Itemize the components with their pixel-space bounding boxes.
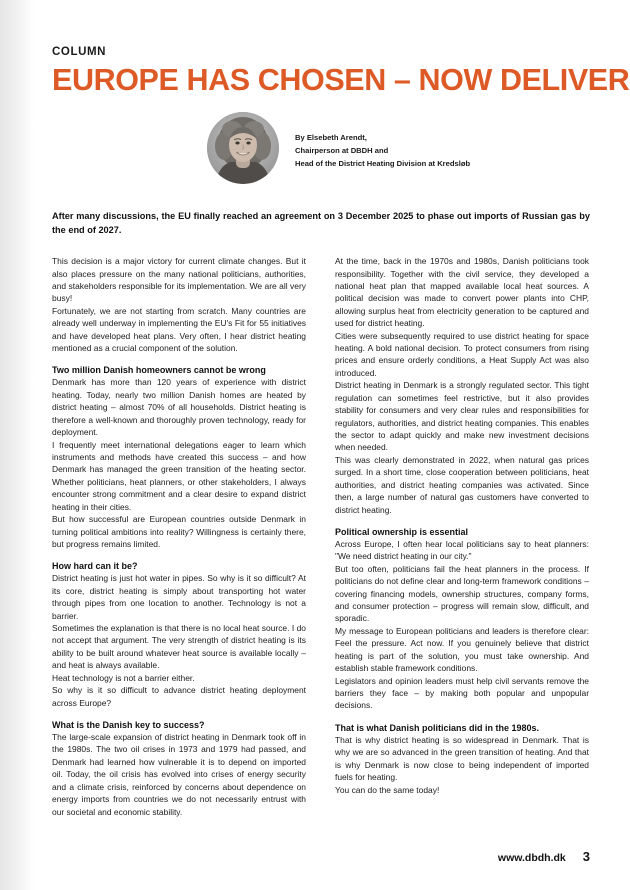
body-paragraph: I frequently meet international delegations eager to learn which instruments and methods have created this success – and how Denmark has managed the green transition of the heating sector. Whether politicians, heat planners, or other stakeholders, I always encounter strong commitment and a clear desire to expand district heating in their cities.: [52, 439, 306, 512]
left-column: [52, 255, 306, 818]
section-heading: That is what Danish politicians did in the 1980s.: [335, 722, 540, 733]
body-paragraph: District heating is just hot water in pipes. So why is it so difficult? At its core, district heating is simply about transporting hot water through pipes from one location to another. Technology is not a barrier.: [52, 573, 306, 621]
body-paragraph: Across Europe, I often hear local politicians say to heat planners: "We need district heating in our city.": [335, 538, 589, 562]
body-paragraph: My message to European politicians and leaders is therefore clear: Feel the pressure. Act now. If you genuinely believe that district heating is part of the solution, you must take ownership. And establish stable framework conditions.: [335, 625, 589, 674]
byline-text: [295, 127, 470, 170]
byline-author: By Elsebeth Arendt,: [295, 132, 367, 142]
page-title: EUROPE HAS CHOSEN – NOW DELIVER: [52, 63, 630, 97]
body-paragraph: But how successful are European countries outside Denmark in turning political ambitions into reality? Willingness is certainly there, but progress remains limited.: [52, 514, 306, 549]
body-paragraph: You can do the same today!: [335, 784, 440, 795]
byline-role-1: Chairperson at DBDH and: [295, 145, 389, 155]
body-paragraph: This was clearly demonstrated in 2022, when natural gas prices surged. In a short time, close cooperation between politicians, heat authorities, and district heating companies was activated. Since then, a large number of natural gas customers have converted to district heating.: [335, 454, 589, 515]
body-paragraph: Fortunately, we are not starting from scratch. Many countries are already well underway in implementing the EU's Fit for 55 initiatives and have developed heat plans. Very often, I hear district heating mentioned as a crucial component of the solution.: [52, 305, 306, 354]
body-paragraph: So why is it so difficult to advance district heating deployment across Europe?: [52, 685, 306, 708]
lede-paragraph: After many discussions, the EU finally reached an agreement on 3 December 2025 to phase out imports of Russian gas by the end of 2027.: [52, 211, 590, 236]
article-body: [52, 255, 590, 818]
section-heading: Political ownership is essential: [335, 526, 469, 537]
right-column: [335, 255, 589, 818]
footer-url[interactable]: www.dbdh.dk: [497, 852, 566, 864]
section-heading: What is the Danish key to success?: [52, 720, 205, 730]
body-paragraph: District heating in Denmark is a strongly regulated sector. This tight regulation can sometimes feel restrictive, but it also provides stability for consumers and very clear rules and responsibilities for regulators, authorities, and district heating companies. This enables the sector to adapt quickly and make new investment decisions when needed.: [335, 380, 589, 453]
body-paragraph: Cities were subsequently required to use district heating for space heating. A bold national decision. To protect consumers from rising prices and ensure orderly conditions, a Heat Supply Act was also introduced.: [335, 330, 589, 378]
body-paragraph: The large-scale expansion of district heating in Denmark took off in the 1980s. The two oil crises in 1973 and 1979 had passed, and Denmark had learned how vulnerable it is to depend on imported oil. Today, the oil crisis has evolved into crises of energy security and a climate crisis, reinforced by concerns about dependence on energy imports from countries we do not necessarily entrust with our societal and economic stability.: [52, 732, 306, 817]
body-paragraph: Legislators and opinion leaders must help civil servants remove the barriers they face – by making both popular and unpopular decisions.: [335, 675, 589, 711]
body-paragraph: But too often, politicians fail the heat planners in the process. If politicians do not define clear and long-term framework conditions – covering financing models, ownership structures, company forms, and consumer protection – progress will remain slow, difficult, and sporadic.: [335, 563, 589, 624]
section-kicker: COLUMN: [52, 46, 107, 58]
byline-role-2: Head of the District Heating Division at Kredsløb: [295, 158, 471, 168]
section-heading: Two million Danish homeowners cannot be wrong: [52, 365, 266, 376]
body-paragraph: Heat technology is not a barrier either.: [52, 672, 195, 683]
body-paragraph: At the time, back in the 1970s and 1980s, Danish politicians took responsibility. Together with the civil service, they developed a national heat plan that mapped available local heat sources. A political decision was made to convert power plants into CHP, allowing surplus heat from electricity generation to be captured and used for district heating.: [335, 256, 589, 329]
body-paragraph: Sometimes the explanation is that there is no local heat source. I do not accept that argument. The very strength of district heating is its ability to be built around whatever heat source is available locally – and heat is always available.: [52, 623, 306, 671]
byline: [52, 112, 590, 184]
body-paragraph: That is why district heating is so widespread in Denmark. That is why we are so advanced in the green transition of heating. And that is why Denmark is now close to being independent of imported fuels for heating.: [335, 734, 589, 783]
footer-page-number: 3: [582, 849, 590, 864]
body-paragraph: Denmark has more than 120 years of experience with district heating. Today, nearly two million Danish homes are heated by district heating – almost 70% of all households. District heating is therefore a well-known and thoroughly proven technology, ready for deployment.: [52, 377, 306, 438]
body-paragraph: This decision is a major victory for current climate changes. But it also places pressure on the many national politicians, authorities, and stakeholders responsible for its implementation. We are all very busy!: [52, 256, 306, 304]
section-heading: How hard can it be?: [52, 561, 138, 572]
page-footer: [498, 849, 590, 864]
avatar: [207, 112, 279, 184]
